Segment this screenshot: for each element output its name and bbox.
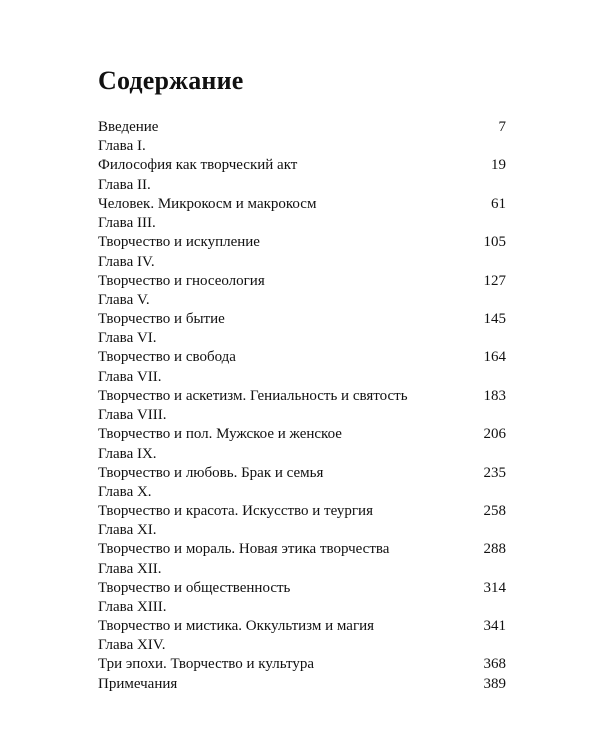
toc-row	[98, 118, 506, 137]
toc-page-number: 288	[483, 541, 506, 558]
toc-chapter-label: Глава IV.	[98, 253, 155, 270]
toc-entry	[98, 598, 506, 636]
toc-entry	[98, 445, 506, 483]
toc-entry	[98, 329, 506, 367]
toc-row	[98, 617, 506, 636]
toc-chapter-label: Глава V.	[98, 291, 150, 308]
toc-entry-title: Введение	[98, 119, 159, 135]
toc-page-number: 105	[483, 234, 506, 251]
toc-entry	[98, 560, 506, 598]
toc-entry	[98, 176, 506, 214]
toc-row	[98, 579, 506, 598]
toc-row	[98, 387, 506, 406]
toc-row	[98, 675, 506, 694]
toc-entry	[98, 636, 506, 674]
toc-row	[98, 195, 506, 214]
toc-row	[98, 540, 506, 559]
toc-entry	[98, 368, 506, 406]
toc-page-number: 368	[483, 656, 506, 673]
toc-chapter-label: Глава XIII.	[98, 599, 167, 616]
toc-entry-title: Человек. Микрокосм и макрокосм	[98, 195, 317, 212]
toc-row	[98, 156, 506, 175]
toc-row	[98, 502, 506, 521]
toc-entry	[98, 214, 506, 252]
toc-page-number: 61	[491, 195, 506, 212]
toc-entry	[98, 406, 506, 444]
toc-page-number: 341	[483, 618, 506, 635]
toc-page-number: 235	[483, 464, 506, 481]
toc-entry-title: Творчество и бытие	[98, 310, 225, 327]
toc-entry-title: Три эпохи. Творчество и культура	[98, 656, 314, 673]
toc-page-number: 145	[483, 310, 506, 327]
toc-chapter-label: Глава IX.	[98, 445, 157, 462]
toc-entry-title: Творчество и общественность	[98, 579, 291, 596]
toc-entry	[98, 291, 506, 329]
toc-page-number: 19	[491, 157, 506, 174]
toc-entry	[98, 675, 506, 694]
toc-chapter-label: Глава VII.	[98, 368, 162, 385]
toc-page-number: 183	[483, 387, 506, 404]
toc-chapter-label: Глава XII.	[98, 560, 162, 577]
toc-chapter-label: Глава XIV.	[98, 637, 166, 654]
table-of-contents	[98, 118, 506, 694]
toc-chapter-label: Глава XI.	[98, 522, 157, 539]
toc-row	[98, 348, 506, 367]
toc-entry-title: Творчество и свобода	[98, 349, 236, 366]
toc-entry-title: Творчество и аскетизм. Гениальность и святость	[98, 387, 408, 404]
toc-chapter-label: Глава VI.	[98, 330, 157, 347]
toc-row	[98, 425, 506, 444]
toc-entry-title: Философия как творческий акт	[98, 157, 298, 174]
toc-row	[98, 233, 506, 252]
toc-chapter-label: Глава X.	[98, 483, 152, 500]
toc-page-number: 258	[483, 502, 506, 519]
toc-chapter-label: Глава II.	[98, 176, 151, 193]
toc-page-number: 314	[483, 579, 506, 596]
toc-entry-title: Творчество и искупление	[98, 234, 260, 251]
toc-entry	[98, 118, 506, 137]
toc-entry	[98, 521, 506, 559]
toc-row	[98, 310, 506, 329]
toc-entry-title: Примечания	[98, 675, 178, 692]
toc-entry-title: Творчество и гносеология	[98, 272, 265, 289]
toc-entry-title: Творчество и любовь. Брак и семья	[98, 464, 324, 481]
toc-chapter-label: Глава III.	[98, 215, 156, 232]
toc-page-number: 389	[483, 675, 506, 692]
toc-entry-title: Творчество и красота. Искусство и теургия	[98, 502, 373, 519]
toc-entry	[98, 253, 506, 291]
toc-row	[98, 272, 506, 291]
toc-row	[98, 464, 506, 483]
toc-page-number: 127	[483, 272, 506, 289]
toc-entry	[98, 483, 506, 521]
toc-entry-title: Творчество и пол. Мужское и женское	[98, 426, 342, 443]
toc-chapter-label: Глава I.	[98, 138, 146, 155]
toc-page-number: 164	[483, 349, 506, 366]
toc-entry-title: Творчество и мораль. Новая этика творчества	[98, 541, 390, 558]
toc-entry	[98, 137, 506, 175]
page-title: Содержание	[98, 66, 244, 95]
toc-chapter-label: Глава VIII.	[98, 407, 167, 424]
toc-row	[98, 655, 506, 674]
toc-page-number: 7	[498, 119, 506, 135]
toc-page-number: 206	[483, 426, 506, 443]
toc-entry-title: Творчество и мистика. Оккультизм и магия	[98, 618, 375, 635]
